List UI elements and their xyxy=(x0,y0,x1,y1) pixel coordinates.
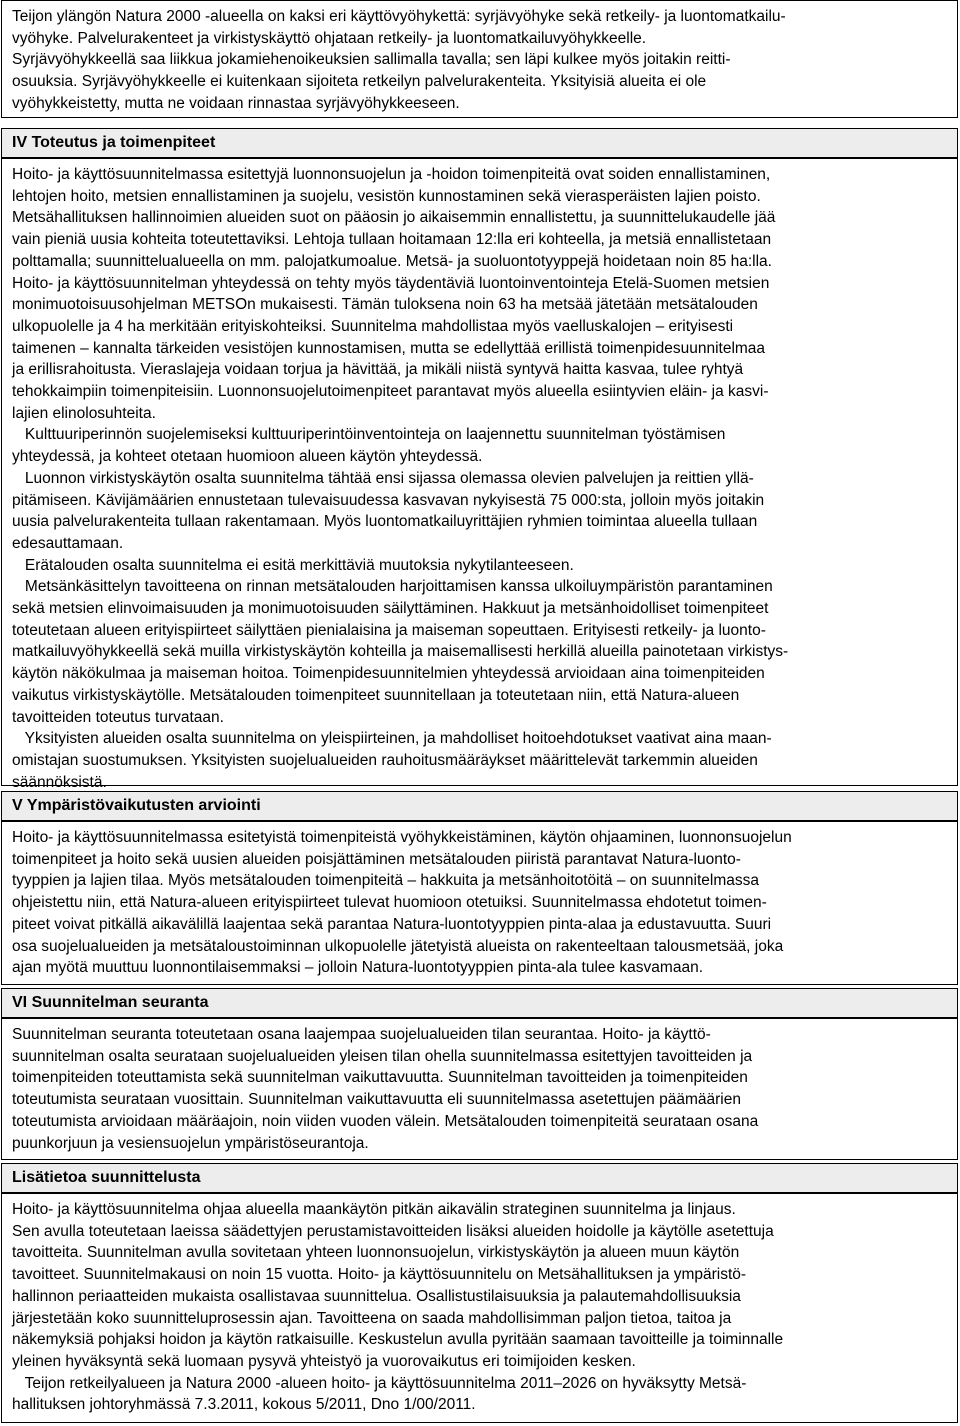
body-line: toimenpiteiden toteuttamista sekä suunnitelman vaikuttavuutta. Suunnitelman tavoitteiden ja toimenpiteiden xyxy=(12,1069,748,1087)
body-line: Teijon retkeilyalueen ja Natura 2000 -alueen hoito- ja käyttösuunnitelma 2011–2026 on hyväksytty Metsä- xyxy=(12,1374,747,1392)
body-line: Hoito- ja käyttösuunnitelma ohjaa alueella maankäytön pitkän aikavälin strateginen suunnitelma ja linjaus. xyxy=(12,1201,736,1218)
body-line: Erätalouden osalta suunnitelma ei esitä merkittäviä muutoksia nykytilanteeseen. xyxy=(12,556,574,574)
body-line: ulkopuolelle ja 4 ha merkitään erityiskohteiksi. Suunnitelma mahdollistaa myös vaelluskalojen – erityisesti xyxy=(12,317,734,335)
section-body-seuranta xyxy=(1,1018,958,1160)
body-line: yleinen hyväksyntä sekä luomaan pysyvä yhteistyö ja vuorovaikutus eri toimijoiden kesken. xyxy=(12,1352,636,1370)
body-line: yhteydessä, ja kohteet otetaan huomioon alueen käytön yhteydessä. xyxy=(12,448,483,466)
body-line: toimenpiteet ja hoito sekä uusien alueiden poisjättäminen metsätalouden piiristä parantavat Natura-luonto- xyxy=(12,850,741,868)
body-line: Metsähallituksen hallinnoimien alueiden suot on pääosin jo aikaisemmin ennallistettu, ja suunnittelukaudelle jää xyxy=(12,209,776,227)
body-line: Luonnon virkistyskäytön osalta suunnitelma tähtää ensi sijassa olemassa olevien palvelujen ja reittien yllä- xyxy=(12,469,754,487)
body-line: lehtojen hoito, metsien ennallistaminen ja suojelu, vesistön kunnostaminen sekä vierasperäisten lajien poisto. xyxy=(12,187,761,205)
section-heading-lisatietoa: Lisätietoa suunnittelusta xyxy=(1,1163,958,1193)
section-body-lisatietoa xyxy=(1,1193,958,1423)
body-line: polttamalla; suunnittelualueella on mm. palojatkumoalue. Metsä- ja suoluontotyyppejä hoidetaan noin 85 ha:lla. xyxy=(12,252,772,270)
section-heading-seuranta: VI Suunnitelman seuranta xyxy=(1,988,958,1018)
body-line: tyyppien ja lajien tilaa. Myös metsätalouden toimenpiteitä – hakkuita ja metsänhoitotöitä – on suunnitelmassa xyxy=(12,872,760,890)
body-line: Suunnitelman seuranta toteutetaan osana laajempaa suojelualueiden tilan seurantaa. Hoito- ja käyttö- xyxy=(12,1026,711,1043)
body-line: sekä metsien elinvoimaisuuden ja monimuotoisuuden säilyttäminen. Hakkuut ja metsänhoidolliset toimenpiteet xyxy=(12,600,769,618)
intro-line: vyöhyke. Palvelurakenteet ja virkistyskäyttö ohjataan retkeily- ja luontomatkailuvyöhykkeelle. xyxy=(12,29,647,47)
section-body-toteutus xyxy=(1,158,958,791)
body-line: tehokkaimpiin toimenpiteisiin. Luonnonsuojelutoimenpiteet parantavat myös alueella esiintyvien eläin- ja kasvi- xyxy=(12,383,769,401)
body-line: pitämiseen. Kävijämäärien ennustetaan tulevaisuudessa kasvavan nykyisestä 75 000:sta, jolloin myös joitakin xyxy=(12,491,765,509)
body-line: vaikutus virkistyskäytölle. Metsätalouden toimenpiteet suunnitellaan ja toteutetaan niin, että Natura-alueen xyxy=(12,686,740,704)
body-line: vain pieniä uusia kohteita toteutettaviksi. Lehtoja tullaan hoitamaan 12:lla eri kohteella, ja metsiä ennallistetaan xyxy=(12,231,772,249)
body-line: lajien elinolosuhteita. xyxy=(12,404,156,422)
body-line: hallituksen johtoryhmässä 7.3.2011, kokous 5/2011, Dno 1/00/2011. xyxy=(12,1396,476,1414)
body-line: ajan myötä muuttuu luonnontilaisemmaksi – jolloin Natura-luontotyyppien pinta-ala tulee kasvamaan. xyxy=(12,959,703,977)
body-line: käytön näkökulmaa ja maiseman hoitoa. Toimenpidesuunnitelmien yhteydessä arvioidaan aina toimenpiteiden xyxy=(12,665,765,683)
body-line: toteutumista seurataan vuosittain. Suunnitelman vaikuttavuutta eli suunnitelmassa asetettujen päämäärien xyxy=(12,1091,741,1109)
intro-line: Teijon ylängön Natura 2000 -alueella on kaksi eri käyttövyöhykettä: syrjävyöhyke sekä retkeily- ja luontomatkailu- xyxy=(12,8,786,25)
body-line: toteutetaan alueen erityispiirteet säilyttäen pienialaisina ja maiseman sopeuttaen. Erityisesti retkeily- ja luonto- xyxy=(12,621,766,639)
body-line: matkailuvyöhykkeellä sekä muilla virkistyskäytön kohteilla ja maisemallisesti herkillä alueilla painotetaan virkistys- xyxy=(12,643,789,661)
body-line: edesauttamaan. xyxy=(12,534,124,552)
body-line: monimuotoisuusohjelman METSOn mukaisesti. Tämän tuloksena noin 63 ha metsää jätetään metsätalouden xyxy=(12,296,758,314)
body-line: säännöksistä. xyxy=(12,773,107,791)
intro-line: vyöhykkeistetty, mutta ne voidaan rinnastaa syrjävyöhykkeeseen. xyxy=(12,94,460,112)
body-line: Hoito- ja käyttösuunnitelmassa esitetyistä toimenpiteistä vyöhykkeistäminen, käytön ohjaaminen, luonnonsuojelun xyxy=(12,829,792,846)
body-line: piteet voivat pitkällä aikavälillä laajentaa sekä parantaa Natura-luontotyyppien pinta-alaa ja edustavuutta. Suuri xyxy=(12,915,772,933)
intro-text-block xyxy=(1,0,958,118)
body-line: ohjeistettu niin, että Natura-alueen erityispiirteet tulevat huomioon otetuiksi. Suunnitelmassa ehdotetut toimen- xyxy=(12,894,767,912)
intro-line: osuuksia. Syrjävyöhykkeelle ei kuitenkaan sijoiteta retkeilyn palvelurakenteita. Yksityisiä alueita ei ole xyxy=(12,73,707,91)
body-line: suunnitelman osalta seurataan suojelualueiden yleisen tilan ohella suunnitelmassa esitettyjen tavoitteiden ja xyxy=(12,1047,753,1065)
body-line: tavoitteiden toteutus turvataan. xyxy=(12,708,224,726)
body-line: ja erillisrahoitusta. Vieraslajeja voidaan torjua ja hävittää, ja mikäli niistä syntyvä haitta kasvaa, tulee ryhtyä xyxy=(12,361,744,379)
body-line: Kulttuuriperinnön suojelemiseksi kulttuuriperintöinventointeja on laajennettu suunnitelman työstämisen xyxy=(12,426,726,444)
body-line: puunkorjuun ja vesiensuojelun ympäristöseurantoja. xyxy=(12,1134,369,1152)
intro-line: Syrjävyöhykkeellä saa liikkua jokamiehenoikeuksien sallimalla tavalla; sen läpi kulkee myös joitakin reitti- xyxy=(12,51,731,69)
body-line: näkemyksiä pohjaksi hoidon ja käytön ratkaisuille. Keskustelun avulla pyritään saamaan tavoitteille ja toiminnalle xyxy=(12,1331,784,1349)
body-line: tavoitteita. Suunnitelman avulla sovitetaan yhteen luonnonsuojelun, virkistyskäytön ja alueen muun käytön xyxy=(12,1244,740,1262)
body-line: tavoitteet. Suunnitelmakausi on noin 15 vuotta. Hoito- ja käyttösuunnitelu on Metsähallituksen ja ympäristö- xyxy=(12,1266,747,1284)
body-line: uusia palvelurakenteita tullaan rakentamaan. Myös luontomatkailuyrittäjien ryhmien toimintaa alueella tullaan xyxy=(12,513,758,531)
body-line: omistajan suostumuksen. Yksityisten suojelualueiden rauhoitusmääräykset määrittelevät tarkemmin alueiden xyxy=(12,751,758,769)
body-line: osa suojelualueiden ja metsätaloustoiminnan ulkopuolelle jätetyistä alueista on rakenteeltaan talousmetsää, joka xyxy=(12,937,784,955)
body-line: Sen avulla toteutetaan laeissa säädettyjen perustamistavoitteiden lisäksi alueiden hoidolle ja käytölle asetettuja xyxy=(12,1222,774,1240)
section-heading-ymparistovaikutukset: V Ympäristövaikutusten arviointi xyxy=(1,791,958,821)
body-line: toteutumista arvioidaan määräajoin, noin viiden vuoden välein. Metsätalouden toimenpiteitä seurataan osana xyxy=(12,1112,759,1130)
body-line: Metsänkäsittelyn tavoitteena on rinnan metsätalouden harjoittamisen kanssa ulkoiluympäristön parantaminen xyxy=(12,578,773,596)
section-body-ymparistovaikutukset xyxy=(1,821,958,985)
body-line: taimenen – kannalta tärkeiden vesistöjen kunnostamisen, mutta se edellyttää erillistä toimenpidesuunnitelmaa xyxy=(12,339,766,357)
body-line: hallinnon periaatteiden mukaista osallistavaa suunnittelua. Osallistustilaisuuksia ja palautemahdollisuuksia xyxy=(12,1287,741,1305)
body-line: Yksityisten alueiden osalta suunnitelma on yleispiirteinen, ja mahdolliset hoitoehdotukset vaativat aina maan- xyxy=(12,730,772,748)
body-line: Hoito- ja käyttösuunnitelman yhteydessä on tehty myös täydentäviä luontoinventointeja Etelä-Suomen metsien xyxy=(12,274,770,292)
body-line: Hoito- ja käyttösuunnitelmassa esitettyjä luonnonsuojelun ja -hoidon toimenpiteitä ovat soiden ennallistaminen, xyxy=(12,166,771,183)
body-line: järjestetään koko suunnitteluprosessin ajan. Tavoitteena on saada mahdollisimman paljon tietoa, taitoa ja xyxy=(12,1309,732,1327)
section-heading-toteutus: IV Toteutus ja toimenpiteet xyxy=(1,128,958,158)
